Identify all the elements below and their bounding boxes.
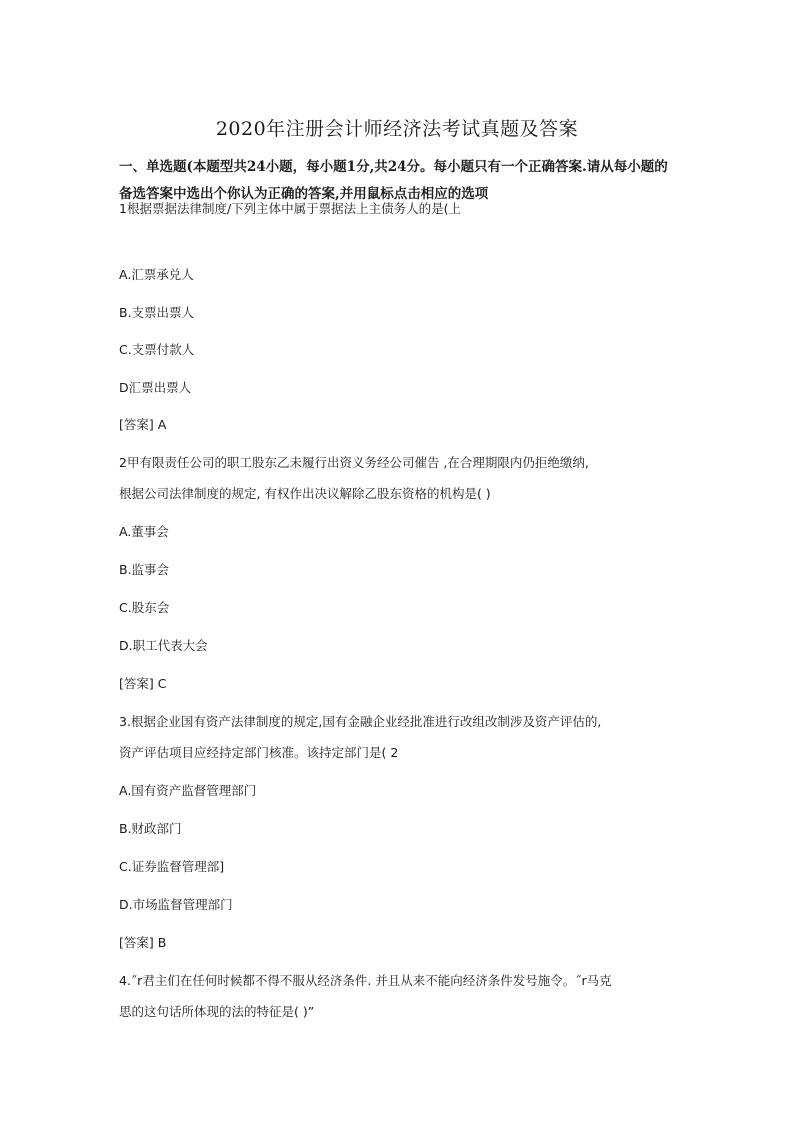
section-heading: 一、单选题(本题型共24小题，每小题1分,共24分。每小题只有一个正确答案.请从每小题的备选答案中选出个你认为正确的答案,并用鼠标点击相应的选项 xyxy=(119,159,668,202)
question-2-stem-line-1: 2甲有限责任公司的职工股东乙未履行出资义务经公司催告 ,在合理期限内仍拒绝缴纳, xyxy=(119,455,589,470)
question-2-option-c: C.股东会 xyxy=(119,600,170,615)
question-1-option-d: D汇票出票人 xyxy=(119,380,192,395)
question-2-answer: [答案] C xyxy=(119,676,167,691)
question-3-stem-line-1: 3.根据企业国有资产法律制度的规定,国有金融企业经批准进行改组改制涉及资产评估的, xyxy=(119,714,602,729)
question-1-answer: [答案] A xyxy=(119,417,167,432)
question-1-option-b: B.支票出票人 xyxy=(119,305,195,320)
question-1-option-c: C.支票付款人 xyxy=(119,342,195,357)
question-4-stem-line-2: 思的这句话所体现的法的特征是( )” xyxy=(119,1004,315,1019)
question-4-stem-line-1: 4.˝r君主们在任何时候都不得不服从经济条件. 并且从来不能向经济条件发号施令。˝r马克 xyxy=(119,973,612,988)
question-3-option-d: D.市场监督管理部门 xyxy=(119,897,233,912)
question-2-option-b: B.监事会 xyxy=(119,562,170,577)
question-3-stem-line-2: 资产评估项目应经持定部门核准。该持定部门是( 2 xyxy=(119,745,399,760)
question-2-option-a: A.董事会 xyxy=(119,524,169,539)
question-2-option-d: D.职工代表大会 xyxy=(119,638,208,653)
question-3-answer: [答案] B xyxy=(119,935,167,950)
document-title: 2020年注册会计师经济法考试真题及答案 xyxy=(215,118,579,140)
question-3-option-b: B.财政部门 xyxy=(119,821,182,836)
question-1-stem: 1根据票据法律制度/下列主体中属于票据法上主债务人的是(上 xyxy=(119,201,462,216)
question-2-stem-line-2: 根据公司法律制度的规定, 有权作出决议解除乙股东资格的机构是( ) xyxy=(119,486,491,501)
question-3-option-a: A.国有资产监督管理部门 xyxy=(119,783,257,798)
question-3-option-c: C.证券监督管理部] xyxy=(119,859,225,874)
question-1-option-a: A.汇票承兑人 xyxy=(119,267,194,282)
